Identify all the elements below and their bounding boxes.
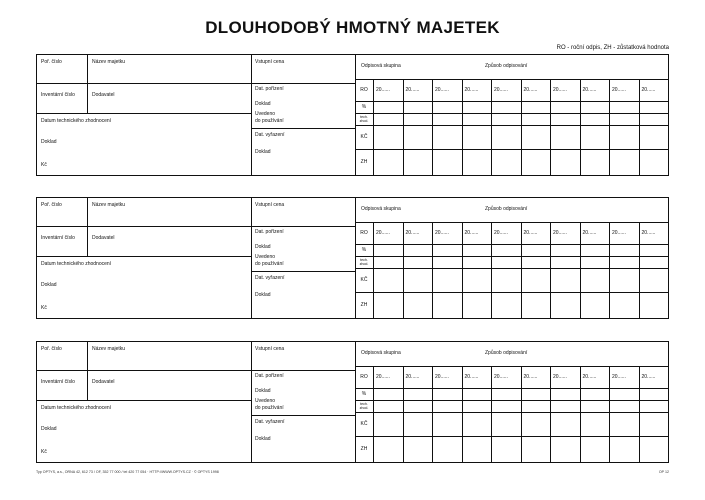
label-doklad: Doklad — [255, 388, 271, 394]
footer-form-code: OP 12 — [658, 470, 669, 474]
row-label-zhod: zhod. — [359, 406, 369, 410]
rule — [251, 370, 355, 371]
column-rule — [639, 79, 640, 175]
year-cell: 20...... — [582, 374, 597, 380]
row-label — [355, 256, 374, 268]
footer-publisher: Typ OPTYS, a.s., ORNA 42, 612 73 / OF, 352 77 000 / tel 420 77 054 · HTTP://WWW.OPTYS.CZ · © OPTYS 1998 — [36, 470, 219, 474]
row-label: % — [355, 101, 374, 113]
label-doklad: Doklad — [255, 149, 271, 155]
row-label-tech: tech. — [360, 402, 368, 406]
column-rule — [491, 79, 492, 175]
year-cell: 20...... — [435, 87, 449, 93]
year-cell: 20...... — [612, 230, 626, 236]
rule — [87, 55, 88, 113]
year-cell: 20...... — [464, 230, 479, 236]
label-datum-technickeho-zhodnoceni: Datum technického zhodnocení — [41, 405, 112, 411]
label-vstupni-cena: Vstupní cena — [255, 59, 285, 65]
row-label: RO — [355, 366, 374, 388]
depreciation-grid — [355, 342, 668, 462]
column-rule — [491, 222, 492, 318]
year-cell: 20...... — [523, 230, 538, 236]
column-rule — [403, 366, 404, 462]
column-rule — [580, 79, 581, 175]
column-rule — [609, 222, 610, 318]
grid-header — [355, 55, 668, 80]
label-uvedeno: Uvedeno — [255, 111, 276, 117]
label-doklad: Doklad — [255, 436, 271, 442]
year-cell: 20...... — [405, 374, 420, 380]
label-kc: Kč — [41, 305, 47, 311]
label-nazev-majetku: Název majetku — [92, 202, 126, 208]
asset-card — [36, 341, 669, 463]
year-cell: 20...... — [405, 230, 420, 236]
rule — [37, 83, 251, 84]
year-cell: 20...... — [612, 374, 626, 380]
label-inventarni-cislo: Inventární číslo — [41, 92, 75, 98]
year-cell: 20...... — [435, 374, 449, 380]
label-doklad: Doklad — [41, 282, 57, 288]
label-poradove-cislo: Poř. číslo — [41, 59, 62, 65]
column-rule — [432, 79, 433, 175]
label-inventarni-cislo: Inventární číslo — [41, 379, 75, 385]
label-poradove-cislo: Poř. číslo — [41, 202, 62, 208]
asset-dates — [251, 198, 356, 318]
column-rule — [432, 366, 433, 462]
year-cell: 20...... — [641, 374, 656, 380]
column-rule — [550, 366, 551, 462]
column-rule — [580, 366, 581, 462]
year-cell: 20...... — [641, 230, 656, 236]
column-rule — [550, 79, 551, 175]
rule — [251, 83, 355, 84]
row-label: RO — [355, 222, 374, 244]
page-title: DLOUHODOBÝ HMOTNÝ MAJETEK — [205, 18, 500, 37]
legend-note: RO - roční odpis, ZH - zůstatková hodnota — [556, 45, 669, 51]
rule — [37, 256, 251, 257]
asset-card — [36, 54, 669, 176]
label-vstupni-cena: Vstupní cena — [255, 346, 285, 352]
asset-identification — [37, 55, 252, 175]
row-label: % — [355, 388, 374, 400]
grid-header — [355, 342, 668, 367]
label-vstupni-cena: Vstupní cena — [255, 202, 285, 208]
column-rule — [521, 79, 522, 175]
label-doklad: Doklad — [255, 101, 271, 107]
label-doklad: Doklad — [255, 292, 271, 298]
label-nazev-majetku: Název majetku — [92, 59, 126, 65]
label-zpusob-odpisovani: Způsob odpisování — [485, 206, 528, 212]
row-label: ZH — [355, 436, 374, 462]
rule — [87, 342, 88, 400]
row-label: ZH — [355, 149, 374, 175]
depreciation-grid — [355, 55, 668, 175]
label-zpusob-odpisovani: Způsob odpisování — [485, 350, 528, 356]
label-doklad: Doklad — [41, 139, 57, 145]
year-cell: 20...... — [582, 230, 597, 236]
label-do-pouzivani: do používání — [255, 261, 284, 267]
label-kc: Kč — [41, 162, 47, 168]
label-datum-vyrazeni: Dat. vyřazení — [255, 132, 285, 138]
year-cell: 20...... — [464, 374, 479, 380]
rule — [37, 226, 251, 227]
label-zpusob-odpisovani: Způsob odpisování — [485, 63, 528, 69]
label-uvedeno: Uvedeno — [255, 398, 276, 404]
column-rule — [462, 366, 463, 462]
rule — [251, 128, 355, 129]
year-cell: 20...... — [494, 374, 508, 380]
column-rule — [432, 222, 433, 318]
label-dodavatel: Dodavatel — [92, 235, 115, 241]
year-cell: 20...... — [464, 87, 479, 93]
year-cell: 20...... — [553, 87, 567, 93]
asset-dates — [251, 55, 356, 175]
rule — [251, 226, 355, 227]
asset-dates — [251, 342, 356, 462]
label-poradove-cislo: Poř. číslo — [41, 346, 62, 352]
column-rule — [639, 222, 640, 318]
row-label: ZH — [355, 292, 374, 318]
year-cell: 20...... — [494, 230, 508, 236]
row-label: KČ — [355, 268, 374, 292]
label-kc: Kč — [41, 449, 47, 455]
row-label: RO — [355, 79, 374, 101]
asset-identification — [37, 198, 252, 318]
year-cell: 20...... — [553, 230, 567, 236]
year-cell: 20...... — [612, 87, 626, 93]
label-datum-porizeni: Dat. pořízení — [255, 373, 284, 379]
label-uvedeno: Uvedeno — [255, 254, 276, 260]
rule — [251, 271, 355, 272]
label-dodavatel: Dodavatel — [92, 92, 115, 98]
rule — [251, 415, 355, 416]
column-rule — [521, 222, 522, 318]
year-cell: 20...... — [376, 87, 390, 93]
row-label: KČ — [355, 125, 374, 149]
label-odpisova-skupina: Odpisová skupina — [361, 350, 401, 356]
row-label — [355, 113, 374, 125]
year-cell: 20...... — [523, 87, 538, 93]
column-rule — [462, 222, 463, 318]
row-label-zhod: zhod. — [359, 262, 369, 266]
label-do-pouzivani: do používání — [255, 118, 284, 124]
column-rule — [403, 222, 404, 318]
label-odpisova-skupina: Odpisová skupina — [361, 206, 401, 212]
row-label-zhod: zhod. — [359, 119, 369, 123]
year-cell: 20...... — [523, 374, 538, 380]
year-cell: 20...... — [376, 230, 390, 236]
label-datum-technickeho-zhodnoceni: Datum technického zhodnocení — [41, 118, 112, 124]
row-label-tech: tech. — [360, 258, 368, 262]
label-datum-technickeho-zhodnoceni: Datum technického zhodnocení — [41, 261, 112, 267]
label-datum-vyrazeni: Dat. vyřazení — [255, 419, 285, 425]
label-datum-vyrazeni: Dat. vyřazení — [255, 275, 285, 281]
year-cell: 20...... — [553, 374, 567, 380]
column-rule — [403, 79, 404, 175]
row-label — [355, 400, 374, 412]
rule — [37, 400, 251, 401]
column-rule — [521, 366, 522, 462]
year-cell: 20...... — [641, 87, 656, 93]
column-rule — [639, 366, 640, 462]
row-label: % — [355, 244, 374, 256]
rule — [37, 370, 251, 371]
year-cell: 20...... — [435, 230, 449, 236]
column-rule — [550, 222, 551, 318]
year-cell: 20...... — [494, 87, 508, 93]
rule — [37, 113, 251, 114]
label-inventarni-cislo: Inventární číslo — [41, 235, 75, 241]
year-cell: 20...... — [405, 87, 420, 93]
label-doklad: Doklad — [255, 244, 271, 250]
asset-card — [36, 197, 669, 319]
column-rule — [609, 79, 610, 175]
column-rule — [609, 366, 610, 462]
grid-header — [355, 198, 668, 223]
asset-identification — [37, 342, 252, 462]
column-rule — [462, 79, 463, 175]
row-label: KČ — [355, 412, 374, 436]
column-rule — [580, 222, 581, 318]
label-do-pouzivani: do používání — [255, 405, 284, 411]
label-dodavatel: Dodavatel — [92, 379, 115, 385]
column-rule — [491, 366, 492, 462]
rule — [87, 198, 88, 256]
label-odpisova-skupina: Odpisová skupina — [361, 63, 401, 69]
label-datum-porizeni: Dat. pořízení — [255, 86, 284, 92]
depreciation-grid — [355, 198, 668, 318]
year-cell: 20...... — [582, 87, 597, 93]
label-doklad: Doklad — [41, 426, 57, 432]
label-datum-porizeni: Dat. pořízení — [255, 229, 284, 235]
row-label-tech: tech. — [360, 115, 368, 119]
year-cell: 20...... — [376, 374, 390, 380]
label-nazev-majetku: Název majetku — [92, 346, 126, 352]
